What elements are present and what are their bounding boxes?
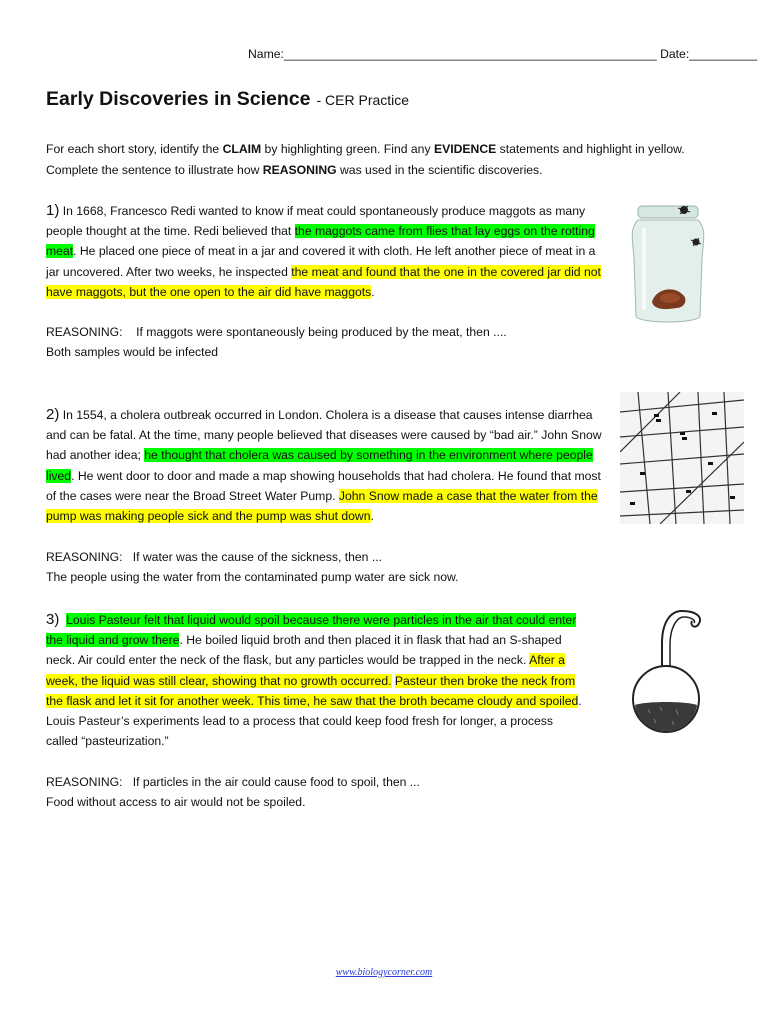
story-1-reasoning [46, 322, 507, 362]
story-3-text-3: . Louis Pasteur’s experiments lead to a process that could keep food fresh for longer, a process called “pasteurization.” [46, 693, 582, 749]
story-3-number: 3) [46, 611, 60, 628]
story-3-evidence-2: Pasteur then broke the neck from the flask and let it sit for another week. This time, he saw that the broth became cloudy and spoiled [46, 673, 579, 708]
story-1-answer: Both samples would be infected [46, 345, 219, 359]
story-3 [46, 610, 584, 751]
instr-evidence: EVIDENCE [433, 142, 497, 156]
instr-text-2: by highlighting green. Find any [261, 142, 434, 156]
instr-claim: CLAIM [222, 142, 262, 156]
name-label: Name: [248, 47, 284, 61]
story-2-reasoning-prompt: If water was the cause of the sickness, then ... [132, 550, 382, 564]
page-title [46, 88, 409, 111]
story-3-evidence-1: After a week, the liquid was still clear, showing that no growth occurred. [46, 653, 565, 688]
footer [0, 964, 768, 978]
story-2-evidence: John Snow made a case that the water from the pump was making people sick and the pump was shut down [46, 488, 598, 524]
instr-reasoning: REASONING [262, 162, 337, 177]
story-3-claim: Louis Pasteur felt that liquid would spoil because there were particles in the air that could enter the liquid and grow there [46, 613, 577, 648]
instr-text-3: statements and highlight in yellow. Complete the sentence to illustrate how [46, 142, 685, 177]
story-2-claim: he thought that cholera was caused by something in the environment where people lived [46, 448, 593, 483]
story-2-text-3: . [370, 509, 374, 524]
title-sub: - CER Practice [316, 92, 410, 108]
story-2 [46, 405, 612, 526]
footer-link[interactable]: www.biologycorner.com [335, 967, 433, 978]
story-2-reasoning [46, 547, 459, 587]
story-1-evidence: the meat and found that the one in the covered jar did not have maggots, but the one open to the air did have maggots [46, 264, 601, 299]
story-2-text-1: In 1554, a cholera outbreak occurred in London. Cholera is a disease that causes intense diarrhea and can be fatal. At the time, many people believed that diseases were caused by “bad air.” John Snow had another idea; [46, 408, 602, 463]
date-line: __________ [689, 47, 758, 61]
story-3-reasoning-prompt: If particles in the air could cause food to spoil, then ... [132, 775, 420, 789]
instructions [46, 139, 736, 180]
instr-text-4: was used in the scientific discoveries. [336, 162, 543, 177]
story-2-number: 2) [46, 406, 60, 423]
jar-with-flies-image [628, 198, 712, 330]
story-1-reasoning-prompt: If maggots were spontaneously being produced by the meat, then .... [136, 325, 507, 339]
story-1-text-2: . He placed one piece of meat in a jar and covered it with cloth. He left another piece of meat in a jar uncovered. After two weeks, he inspected [46, 244, 596, 279]
story-1-text-1: In 1668, Francesco Redi wanted to know if meat could spontaneously produce maggots as many people thought at the time. Redi believed that [46, 204, 586, 239]
swan-neck-flask-image [626, 603, 712, 735]
story-1-text-3: . [371, 284, 375, 299]
story-1-claim: the maggots came from flies that lay eggs on the rotting meat [46, 224, 595, 259]
instr-text-1: For each short story, identify the [46, 142, 223, 156]
story-2-reasoning-label: REASONING: [46, 550, 123, 564]
cholera-map-image [620, 392, 744, 524]
name-date-header [248, 47, 757, 61]
name-line: _______________________________________________________ [283, 47, 657, 61]
title-main: Early Discoveries in Science [46, 88, 311, 110]
story-1-reasoning-label: REASONING: [46, 325, 123, 339]
story-1 [46, 201, 612, 302]
story-3-answer: Food without access to air would not be spoiled. [46, 795, 306, 809]
story-3-reasoning-label: REASONING: [46, 775, 123, 789]
story-2-answer: The people using the water from the contaminated pump water are sick now. [46, 570, 459, 584]
story-3-reasoning [46, 772, 420, 812]
story-1-number: 1) [46, 202, 60, 219]
date-label: Date: [660, 47, 690, 61]
story-3-text-1: . He boiled liquid broth and then placed it in flask that had an S-shaped neck. Air could enter the neck of the flask, but any particles would be trapped in the neck. [46, 633, 562, 668]
story-2-text-2: . He went door to door and made a map showing households that had cholera. He found that most of the cases were near the Broad Street Water Pump. [46, 468, 601, 503]
